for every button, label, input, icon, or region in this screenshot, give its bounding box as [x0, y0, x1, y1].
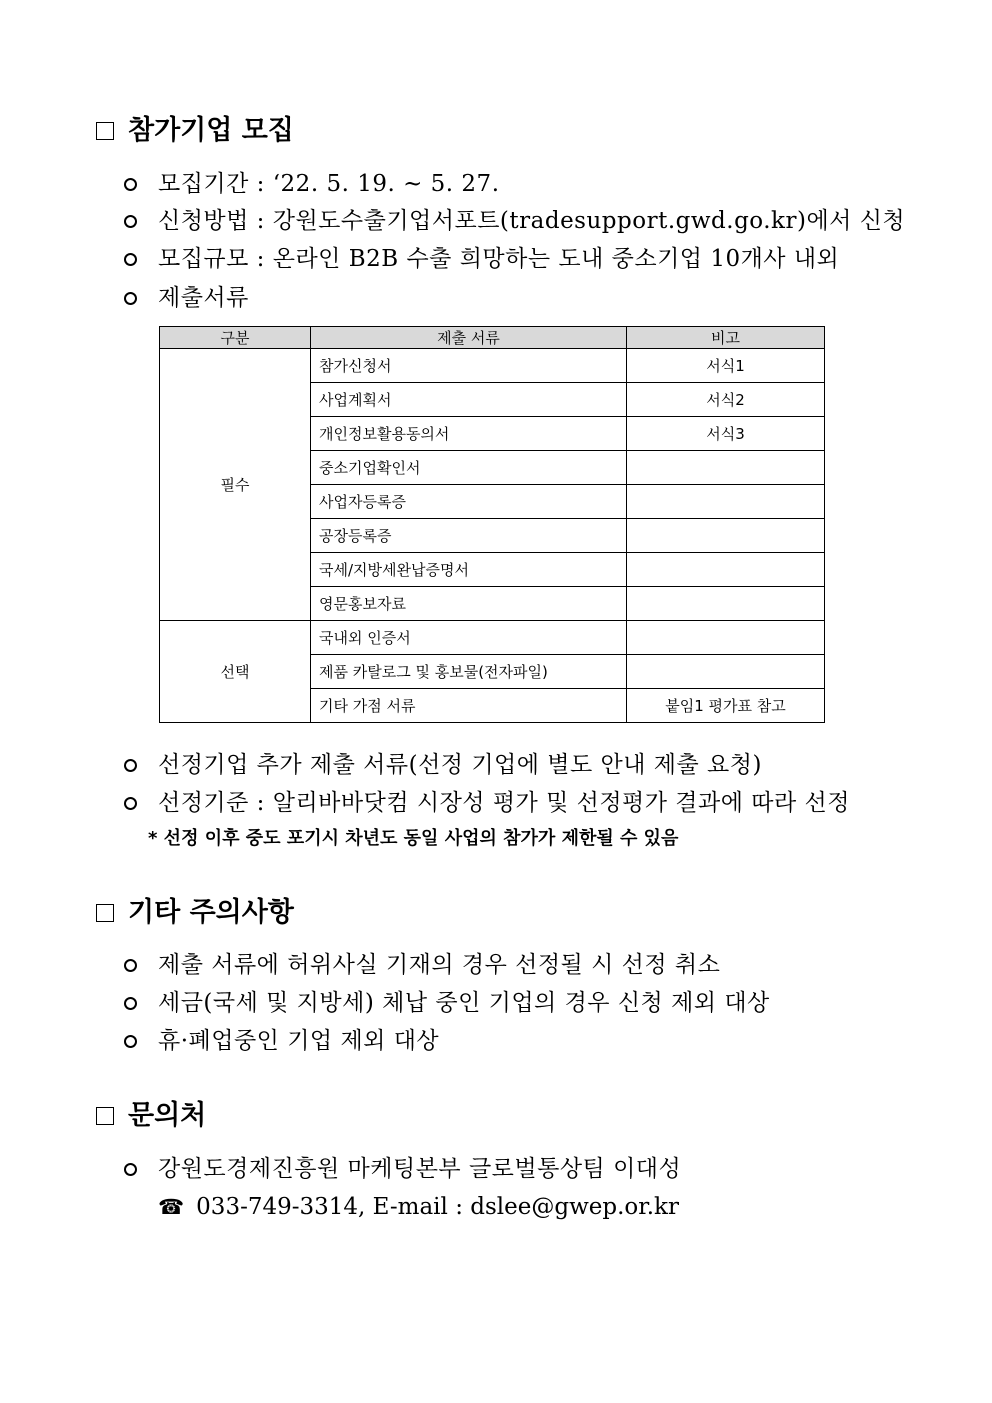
bullet-item	[124, 750, 762, 780]
table-header: 비고	[627, 327, 825, 349]
bullet-item	[124, 169, 500, 199]
section-title-text: 기타 주의사항	[128, 897, 294, 928]
circle-bullet-icon	[124, 759, 137, 772]
note-cell	[627, 519, 825, 553]
bullet-item	[124, 950, 720, 980]
contact-text: 033-749-3314, E-mail : dslee@gwep.or.kr	[196, 1194, 679, 1220]
square-bullet-icon	[96, 1107, 114, 1125]
square-bullet-icon	[96, 904, 114, 922]
bullet-item	[124, 988, 770, 1018]
doc-cell: 중소기업확인서	[311, 451, 627, 485]
bullet-text: 모집기간 : ‘22. 5. 19. ~ 5. 27.	[158, 171, 500, 197]
circle-bullet-icon	[124, 292, 137, 305]
circle-bullet-icon	[124, 1163, 137, 1176]
bullet-text: 모집규모 : 온라인 B2B 수출 희망하는 도내 중소기업 10개사 내외	[158, 246, 840, 272]
circle-bullet-icon	[124, 178, 137, 191]
footnote: * 선정 이후 중도 포기시 차년도 동일 사업의 참가가 제한될 수 있음	[148, 828, 679, 849]
note-cell	[627, 587, 825, 621]
doc-cell: 국내외 인증서	[311, 621, 627, 655]
bullet-text: 선정기준 : 알리바바닷컴 시장성 평가 및 선정평가 결과에 따라 선정	[158, 790, 850, 816]
doc-cell: 사업자등록증	[311, 485, 627, 519]
doc-cell: 국세/지방세완납증명서	[311, 553, 627, 587]
doc-cell: 개인정보활용동의서	[311, 417, 627, 451]
note-cell	[627, 553, 825, 587]
circle-bullet-icon	[124, 215, 137, 228]
circle-bullet-icon	[124, 797, 137, 810]
bullet-item	[124, 244, 839, 274]
bullet-text: 선정기업 추가 제출 서류(선정 기업에 별도 안내 제출 요청)	[158, 752, 762, 778]
bullet-text: 신청방법 : 강원도수출기업서포트(tradesupport.gwd.go.kr)에서 신청	[158, 208, 906, 234]
contact-line	[158, 1192, 679, 1222]
circle-bullet-icon	[124, 997, 137, 1010]
table-row	[160, 621, 825, 655]
bullet-item	[124, 788, 850, 818]
section-title-text: 참가기업 모집	[128, 115, 294, 146]
category-cell: 필수	[160, 349, 311, 621]
documents-table	[159, 326, 825, 723]
note-cell	[627, 485, 825, 519]
bullet-text: 제출서류	[158, 285, 249, 311]
bullet-item	[124, 206, 905, 236]
square-bullet-icon	[96, 122, 114, 140]
category-cell: 선택	[160, 621, 311, 723]
bullet-item	[124, 283, 249, 313]
table-header: 제출 서류	[311, 327, 627, 349]
doc-cell: 영문홍보자료	[311, 587, 627, 621]
section-title-notices	[96, 896, 294, 930]
circle-bullet-icon	[124, 959, 137, 972]
circle-bullet-icon	[124, 1035, 137, 1048]
table-row	[160, 349, 825, 383]
note-cell: 서식3	[627, 417, 825, 451]
doc-cell: 기타 가점 서류	[311, 689, 627, 723]
bullet-text: 세금(국세 및 지방세) 체납 중인 기업의 경우 신청 제외 대상	[158, 990, 770, 1016]
table-header: 구분	[160, 327, 311, 349]
doc-cell: 공장등록증	[311, 519, 627, 553]
circle-bullet-icon	[124, 253, 137, 266]
bullet-item	[124, 1154, 681, 1184]
note-cell: 붙임1 평가표 참고	[627, 689, 825, 723]
doc-cell: 참가신청서	[311, 349, 627, 383]
note-cell	[627, 451, 825, 485]
section-title-recruitment	[96, 114, 294, 148]
telephone-icon: ☎	[158, 1195, 185, 1219]
bullet-text: 제출 서류에 허위사실 기재의 경우 선정될 시 선정 취소	[158, 952, 721, 978]
table-header-row	[160, 327, 825, 349]
doc-cell: 사업계획서	[311, 383, 627, 417]
note-cell	[627, 655, 825, 689]
section-title-text: 문의처	[128, 1100, 207, 1131]
note-cell	[627, 621, 825, 655]
note-cell: 서식1	[627, 349, 825, 383]
section-title-contact	[96, 1099, 206, 1133]
bullet-text: 강원도경제진흥원 마케팅본부 글로벌통상팀 이대성	[158, 1156, 682, 1182]
note-cell: 서식2	[627, 383, 825, 417]
bullet-text: 휴·폐업중인 기업 제외 대상	[158, 1028, 440, 1054]
bullet-item	[124, 1026, 439, 1056]
doc-cell: 제품 카탈로그 및 홍보물(전자파일)	[311, 655, 627, 689]
